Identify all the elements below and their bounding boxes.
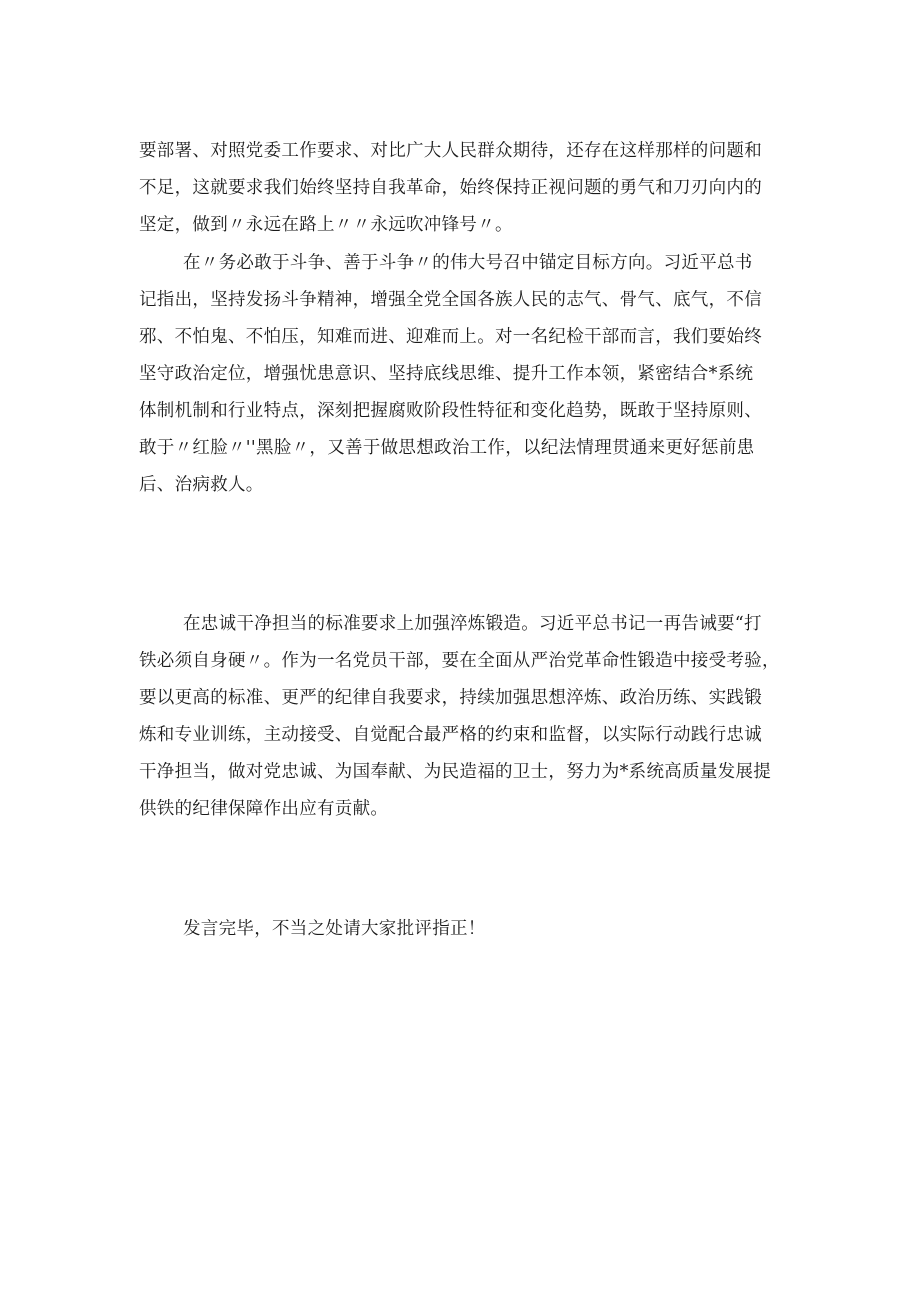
text-line: 坚定，做到〃永远在路上〃〃永远吹冲锋号〃。 — [139, 215, 513, 235]
text-line: 铁必须自身硬〃。作为一名党员干部，要在全面从严治党革命性锻造中接受考验， — [139, 651, 780, 671]
closing-line: 发言完毕，不当之处请大家批评指正！ — [183, 919, 486, 939]
text-line: 敢于〃红脸〃''黑脸〃，又善于做思想政治工作，以纪法情理贯通来更好惩前患 — [139, 438, 755, 458]
text-line: 邪、不怕鬼、不怕压，知难而进、迎难而上。对一名纪检干部而言，我们要始终 — [139, 327, 762, 347]
text-line: 在〃务必敢于斗争、善于斗争〃的伟大号召中锚定目标方向。习近平总书 — [183, 253, 753, 273]
text-line: 体制机制和行业特点，深刻把握腐败阶段性特征和变化趋势，既敢于坚持原则、 — [139, 401, 762, 421]
text-line: 供铁的纪律保障作出应有贡献。 — [139, 799, 389, 819]
text-line: 要部署、对照党委工作要求、对比广大人民群众期待，还存在这样那样的问题和 — [139, 141, 762, 161]
paragraph-1 — [139, 133, 789, 244]
text-line: 不足，这就要求我们始终坚持自我革命，始终保持正视问题的勇气和刀刃向内的 — [139, 178, 762, 198]
text-line: 记指出，坚持发扬斗争精神，增强全党全国各族人民的志气、骨气、底气，不信 — [139, 290, 762, 310]
paragraph-4 — [139, 911, 789, 948]
text-line: 坚守政治定位，增强忧患意识、坚持底线思维、提升工作本领，紧密结合*系统 — [139, 364, 754, 384]
text-line: 炼和专业训练，主动接受、自觉配合最严格的约束和监督，以实际行动践行忠诚 — [139, 725, 762, 745]
paragraph-2 — [139, 245, 789, 504]
text-line: 要以更高的标准、更严的纪律自我要求，持续加强思想淬炼、政治历练、实践锻 — [139, 688, 762, 708]
paragraph-3 — [139, 606, 789, 828]
text-line: 后、治病救人。 — [139, 475, 264, 495]
text-line: 在忠诚干净担当的标准要求上加强淬炼锻造。习近平总书记一再告诫要“打 — [183, 614, 762, 634]
text-line: 干净担当，做对党忠诚、为国奉献、为民造福的卫士，努力为*系统高质量发展提 — [139, 762, 772, 782]
